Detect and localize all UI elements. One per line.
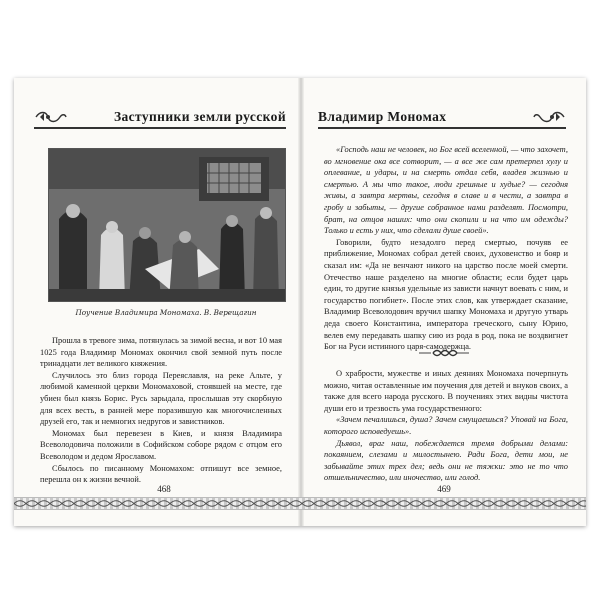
left-body-text	[40, 335, 282, 486]
running-header-title: Владимир Мономах	[318, 109, 447, 124]
paragraph: Говорили, будто незадолго перед смертью, почуяв ее приближение, Мономах собрал детей своих, духовенство и бояр и сказал им: «Да не венчают никого на царство после моей смерти. Отечество наше разделено на многие области; если будет царь един, то другие князья удельные из зависти начнут воевать с ним, и государство погибнет». После этих слов, как утверждает сказание, Владимир Всеволодович вручил шапку Мономаха и другую утварь деда своего Константина, императора греческого, сыну Юрию, велев ему передавать шапку сию из рода в род, пока не воздвигнет Бог на Руси истинного царя-самодержца.	[324, 237, 568, 352]
header-rule	[34, 127, 286, 129]
knot-ornament-icon	[417, 348, 471, 358]
header-rule	[318, 127, 566, 129]
left-running-header	[34, 108, 286, 126]
paragraph: Мономах был перевезен в Киев, и князя Владимира Всеволодовича положили в Софийском соборе рядом с отцом его Всеволодом и дедом Ярославом.	[40, 428, 282, 461]
floral-ornament-icon	[34, 110, 68, 124]
page-number: 469	[437, 484, 451, 494]
right-body-text-top	[324, 144, 568, 353]
right-running-header	[318, 108, 566, 126]
page-number: 468	[157, 484, 171, 494]
braid-border	[14, 497, 586, 510]
engraving-illustration	[48, 148, 286, 302]
floral-ornament-icon	[532, 110, 566, 124]
paragraph: Дьявол, враг наш, побеждается тремя добрыми делами: покаянием, слезами и милостынею. Ради Бога, дети мои, не забывайте этих трех дел; ведь они не тяжки: это не то что отшельничество, или иночество, или голод.	[324, 438, 568, 483]
paragraph: О храбрости, мужестве и иных деяниях Мономаха почерпнуть можно, читая оставленные им поучения для детей и внуков своих, а также для всего народа русского. В поучениях этих видны чистота души его и трезвость ума государственного:	[324, 369, 568, 413]
illustration-caption: Поучение Владимира Мономаха. В. Верещагин	[75, 308, 257, 317]
paragraph: «Зачем печалишься, душа? Зачем смущаешься? Уповай на Бога, которого исповедуешь».	[324, 415, 568, 436]
book-spread	[14, 78, 586, 526]
paragraph: Прошла в тревоге зима, потянулась за зимой весна, и вот 10 мая 1025 года Владимир Мономах окончил свой земной путь после тринадцати лет великого княжения.	[40, 336, 282, 369]
right-body-text-bottom	[324, 368, 568, 484]
paragraph: Случилось это близ города Переяславля, на реке Альте, у любимой каменной церкви Мономаховой, стоявшей на месте, где убиен был князь Борис. Русь зарыдала, прослышав эту скорбную для всех весть, в ранней мере поразившую как многочисленных друзей его, так и немногих недругов и завистников.	[40, 370, 282, 427]
left-page	[14, 78, 300, 526]
paragraph: «Господь наш не человек, но Бог всей вселенной, — что захочет, во мгновение ока все сотворит, — а все же сам претерпел хулу и оплевание, и удары, и на смерть отдал себя, владея жизнью и смертью. А мы что такое, люди грешные и худые? — сегодня живы, а завтра мертвы, сегодня в славе и в чести, а завтра в гробу и забыты, — другие собранное нами разделят. Посмотри, брат, на отцов наших: что они скопили и на что им одежды? Только и есть у них, что сделали душе своей».	[324, 145, 568, 236]
paragraph: Сбылось по писанному Мономахом: отпишут все земное, перешла он к жизни вечной.	[40, 463, 282, 485]
running-header-title: Заступники земли русской	[113, 109, 286, 124]
right-page	[302, 78, 586, 526]
